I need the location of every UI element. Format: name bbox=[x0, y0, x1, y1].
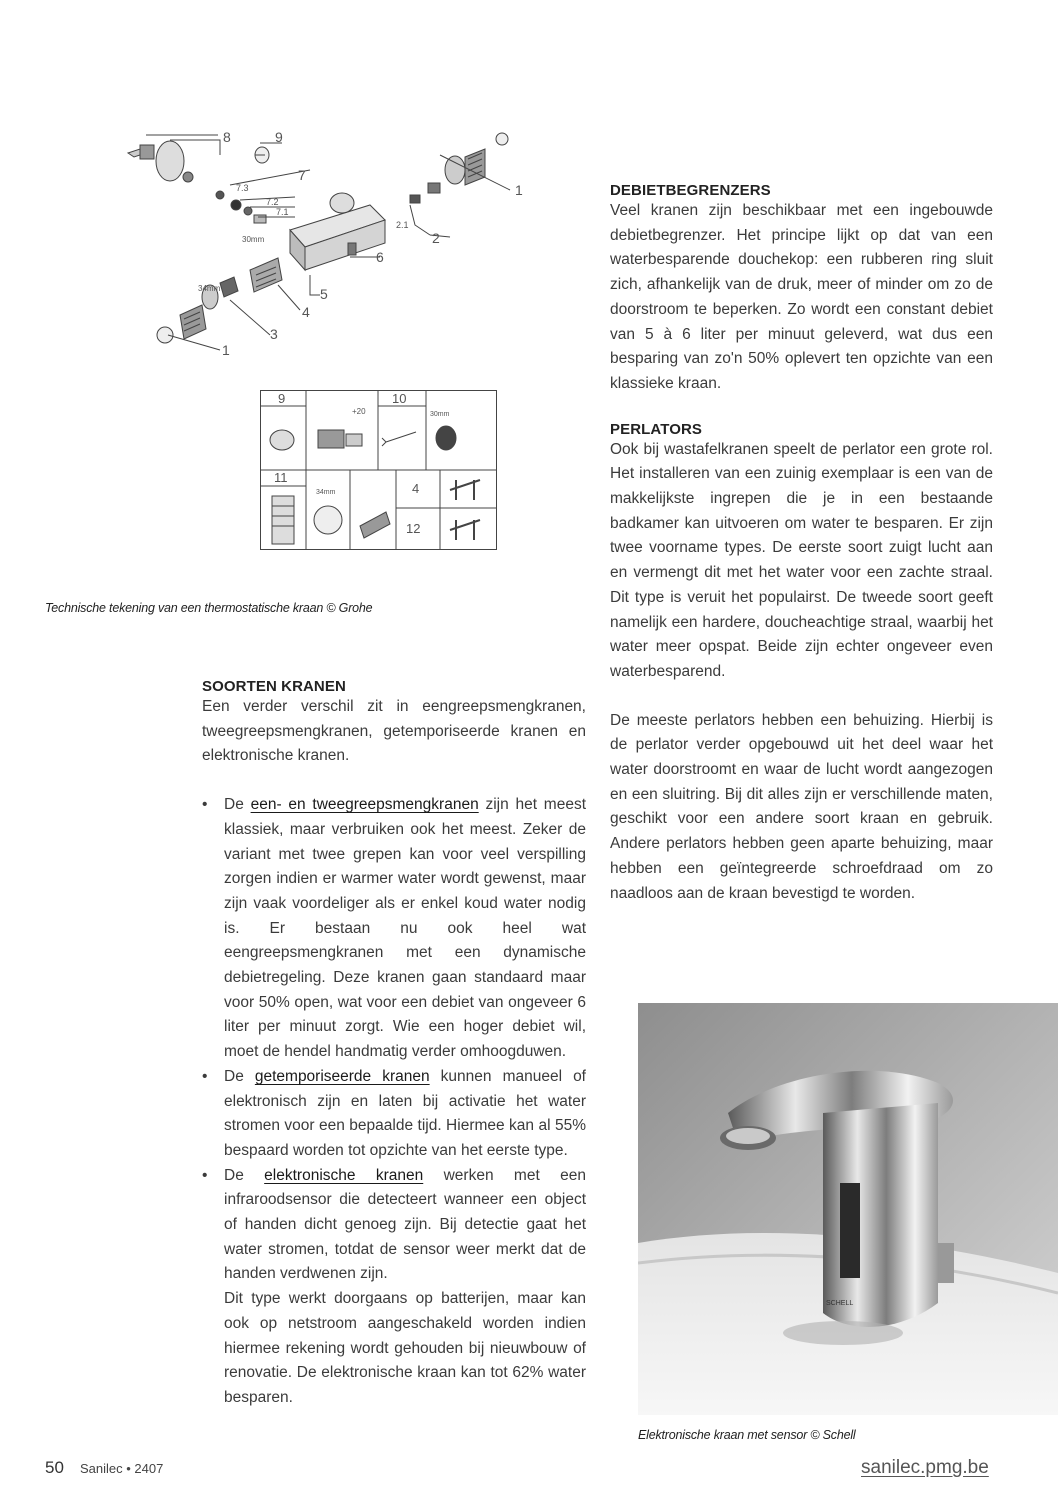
list-item: • De elektronische kranen werken met een infraroodsensor die detecteert wanneer een object of handen dicht genoeg zijn. Bij detectie gaat het water stromen, totdat de sensor weer merkt dat de handen verdwenen zijn. Dit type werkt doorgaans op batterijen, maar kan ook op netstroom aangeschakeld worden indien hiermee rekening wordt gehouden bij nieuwbouw of renovatie. De elektronische kraan kan tot 62% water besparen. bbox=[202, 1164, 586, 1411]
callout-label: 9 bbox=[275, 129, 283, 145]
callout-label: 34mm bbox=[198, 284, 221, 293]
right-column bbox=[610, 182, 993, 906]
section-heading: SOORTEN KRANEN bbox=[202, 678, 346, 695]
callout-label: 7.2 bbox=[266, 197, 279, 207]
parts-table bbox=[260, 390, 497, 550]
callout-label: 1 bbox=[515, 182, 523, 198]
table-cell-label: 30mm bbox=[430, 411, 450, 418]
bullet-list bbox=[202, 793, 586, 1411]
list-item-extra: Dit type werkt doorgaans op batterijen, maar kan ook op netstroom aangeschakeld worden indien hiermee rekening wordt gehouden bij nieuwbouw of renovatie. De elektronische kraan kan tot 62% water besparen. bbox=[224, 1290, 586, 1406]
faucet-photo bbox=[638, 1003, 1058, 1415]
bullet-dot: • bbox=[202, 1166, 208, 1184]
intro-paragraph: Een verder verschil zit in eengreepsmengkranen, tweegreepsmengkranen, getemporiseerde kranen en elektronische kranen. bbox=[202, 698, 586, 765]
bullet-dot: • bbox=[202, 796, 208, 814]
soorten-kranen-section bbox=[202, 678, 586, 1411]
website-link[interactable]: sanilec.pmg.be bbox=[861, 1457, 989, 1478]
term: een- en tweegreepsmengkranen bbox=[250, 796, 479, 814]
table-cell-label: 9 bbox=[278, 391, 286, 406]
exploded-view-diagram bbox=[110, 125, 550, 370]
perlators-paragraph: Ook bij wastafelkranen speelt de perlator een grote rol. Het installeren van een zuinig exemplaar is een van de makkelijkste ingrepen die je in een bestaande badkamer kan uitvoeren om water te besparen. Er zijn twee voorname types. De eerste soort zuigt lucht aan en vermengt dit met het water voor een zachte straal. Dit type is veruit het populairst. De tweede soort geeft namelijk een hardere, doucheachtige straal, waarbij het water meer opspat. Beide zijn echter ongeveer even waterbesparend. bbox=[610, 440, 993, 680]
callout-label: 8 bbox=[223, 129, 231, 145]
list-item: • De getemporiseerde kranen kunnen manueel of elektronisch zijn en laten bij activatie het water stromen voor een bepaalde tijd. Hiermee kan al 55% bespaard worden tot opzichte van het eerste type. bbox=[202, 1065, 586, 1164]
table-cell-label: 10 bbox=[392, 391, 407, 406]
list-item: • De een- en tweegreepsmengkranen zijn het meest klassiek, maar verbruiken ook het meest. Zeker de variant met twee grepen kan voor veel verspilling zorgen indien er warmer water wordt gewenst, maar zijn vaak voordeliger als er enkel koud water nodig is. Er bestaan nu ook heel wat eengreepsmengkranen met een dynamische debietregeling. Deze kranen gaan standaard maar voor 50% open, wat voor een debiet van ongeveer 6 liter per minuut zorgt. Wie een hoger debiet wil, moet de hendel handmatig verder omhoogduwen. bbox=[202, 793, 586, 1065]
callout-label: 7 bbox=[298, 167, 306, 183]
magazine-issue: Sanilec • 2407 bbox=[80, 1461, 164, 1476]
callout-label: 2.1 bbox=[396, 220, 409, 230]
table-cell-label: +20 bbox=[352, 407, 366, 416]
debiet-paragraph: Veel kranen zijn beschikbaar met een ingebouwde debietbegrenzer. Het principe lijkt op dat van een waterbesparende douchekop: een rubberen ring sluit zich, afhankelijk van de druk, meer of minder om zo de doorstroom te beperken. Zo wordt een constant debiet van 5 à 6 liter per minuut geleverd, wat dus een besparing van zo'n 50% oplevert ten opzichte van een klassieke kraan. bbox=[610, 202, 993, 392]
table-cell-label: 11 bbox=[274, 470, 288, 485]
photo-caption: Elektronische kraan met sensor © Schell bbox=[638, 1428, 856, 1442]
table-cell-label: 34mm bbox=[316, 489, 336, 496]
page-number: 50 bbox=[45, 1458, 64, 1477]
callout-label: 4 bbox=[302, 304, 310, 320]
callout-label: 5 bbox=[320, 286, 328, 302]
brand-mark: SCHELL bbox=[826, 1300, 854, 1307]
section-heading: DEBIETBEGRENZERS bbox=[610, 182, 771, 199]
bullet-dot: • bbox=[202, 1067, 208, 1085]
callout-label: 7.1 bbox=[276, 207, 289, 217]
callout-label: 6 bbox=[376, 249, 384, 265]
section-heading: PERLATORS bbox=[610, 420, 703, 438]
term: getemporiseerde kranen bbox=[254, 1067, 430, 1085]
table-cell-label: 4 bbox=[412, 481, 420, 496]
table-cell-label: 12 bbox=[406, 521, 421, 536]
diagram-caption: Technische tekening van een thermostatische kraan © Grohe bbox=[45, 601, 373, 615]
callout-label: 2 bbox=[432, 230, 440, 246]
callout-label: 1 bbox=[222, 342, 230, 358]
callout-label: 3 bbox=[270, 326, 278, 342]
perlators-paragraph: De meeste perlators hebben een behuizing. Hierbij is de perlator verder opgebouwd uit het deel waar het water doorstroomt en waar de lucht wordt aangezogen en een sluitring. Bij dit alles zijn er verschillende maten, geschikt voor een andere soort kraan en gebruik. Andere perlators hebben geen aparte behuizing, maar hebben een geïntegreerde schroefdraad om zo naadloos aan de kraan bevestigd te worden. bbox=[610, 711, 993, 902]
callout-label: 7.3 bbox=[236, 183, 249, 193]
term: elektronische kranen bbox=[264, 1166, 424, 1184]
callout-label: 30mm bbox=[242, 235, 265, 244]
